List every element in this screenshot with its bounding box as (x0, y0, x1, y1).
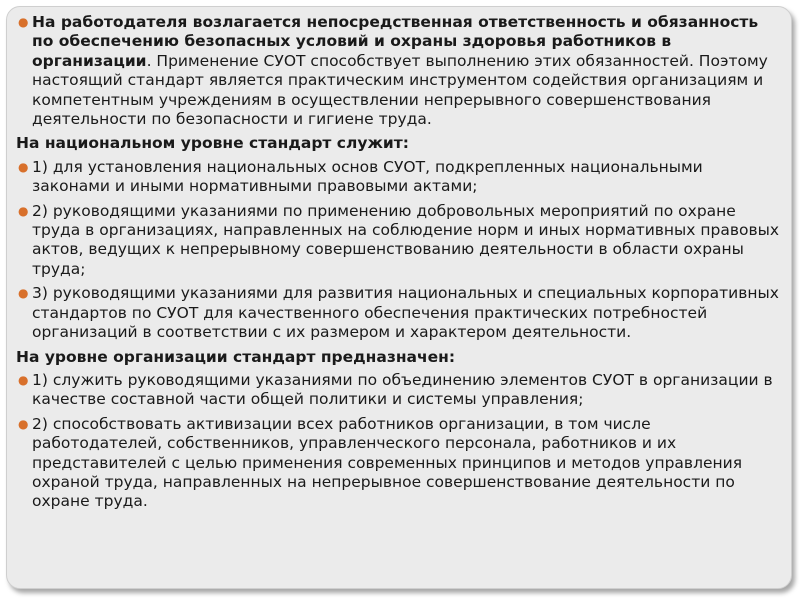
list-item-text: 2) способствовать активизации всех работников организации, в том числе работодателей, собственников, управленческого персонала, работников и их представителей с целью применения современных принципов и методов управления охраной труда, направленных на непрерывное совершенствование деятельности по охране труда. (32, 414, 743, 511)
list-item-text: 1) для установления национальных основ СУОТ, подкрепленных национальными законами и иными нормативными правовыми актами; (32, 157, 703, 196)
bullet-icon: ● (18, 372, 29, 387)
bullet-icon: ● (18, 15, 29, 29)
list-item-national-3 (16, 284, 782, 342)
list-item-text: 3) руководящими указаниями для развития национальных и специальных корпоративных стандартов по СУОТ для качественного обеспечения практических потребностей организаций в соответствии с их размером и характером деятельности. (32, 284, 779, 342)
bullet-icon: ● (18, 286, 29, 301)
list-item-national-2 (16, 202, 782, 280)
list-item-organization-1 (16, 371, 782, 410)
slide-content (16, 13, 782, 517)
bullet-icon: ● (18, 416, 29, 431)
bullet-icon: ● (18, 159, 29, 174)
list-item-text: 1) служить руководящими указаниями по объединению элементов СУОТ в организации в качестве составной части общей политики и системы управления; (32, 370, 773, 409)
list-item-organization-2 (16, 415, 782, 512)
paragraph-employer-responsibility (16, 13, 782, 129)
bullet-icon: ● (18, 203, 29, 218)
paragraph-bold-lead: На работодателя возлагается непосредственная ответственность и обязанность по обеспечению безопасных условий и охраны здоровья работников в организации (32, 13, 759, 70)
list-item-national-1 (16, 158, 782, 197)
list-item-text: 2) руководящими указаниями по применению добровольных мероприятий по охране труда в организациях, направленных на соблюдение норм и иных нормативных правовых актов, ведущих к непрерывному совершенствованию деятельности в области охраны труда; (32, 201, 780, 278)
paragraph-text: . Применение СУОТ способствует выполнению этих обязанностей. Поэтому настоящий стандарт является практическим инструментом содействия организациям и компетентным учреждениям в осуществлении непрерывного совершенствования деятельности по безопасности и гигиене труда. (32, 51, 768, 129)
heading-national-level: На национальном уровне стандарт служит: (16, 134, 409, 153)
heading-organization-level: На уровне организации стандарт предназначен: (16, 347, 456, 366)
